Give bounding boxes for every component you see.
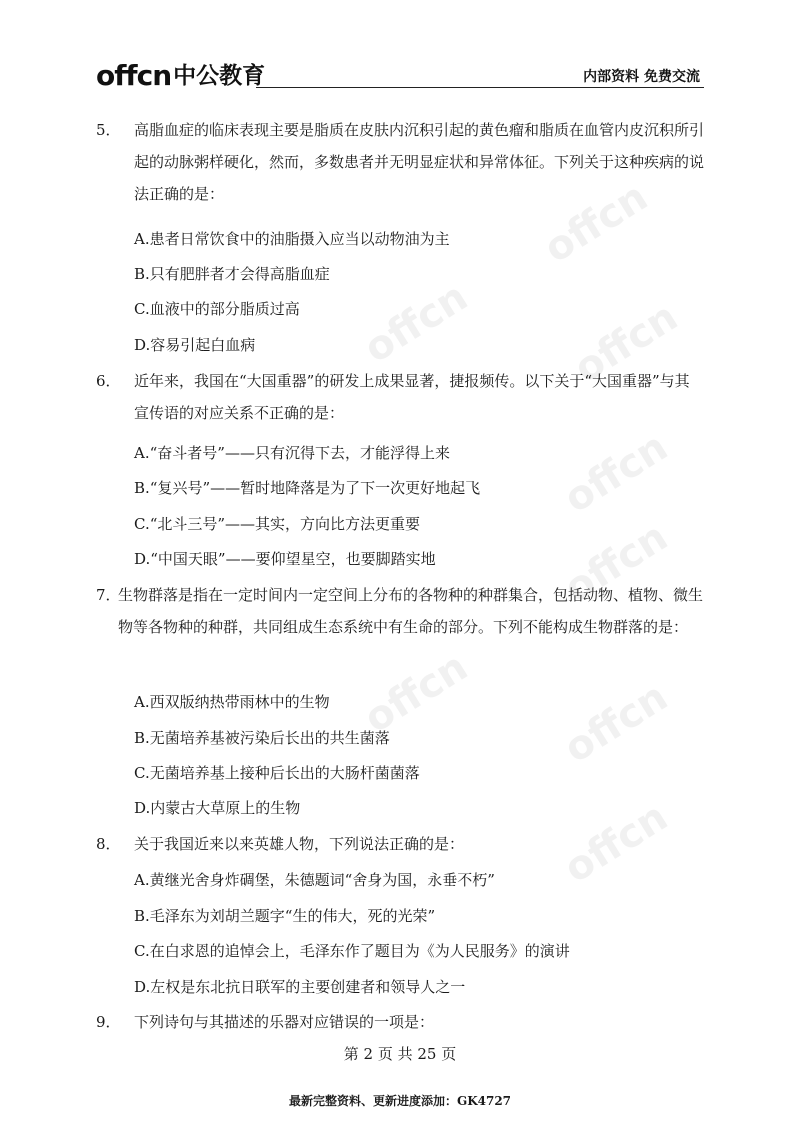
brand-logo-en: offcn [96, 59, 172, 92]
question-stem: 生物群落是指在一定时间内一定空间上分布的各物种的种群集合，包括动物、植物、微生物等各物种的种群，共同组成生态系统中有生命的部分。下列不能构成生物群落的是： [118, 586, 704, 636]
question-stem: 近年来，我国在“大国重器”的研发上成果显著，捷报频传。以下关于“大国重器”与其宣传语的对应关系不正确的是： [134, 372, 690, 422]
question-number: 6． [96, 372, 121, 390]
watermark-logo: offcn [356, 273, 476, 373]
question-6 [96, 365, 704, 429]
watermark-logo: offcn [556, 793, 676, 893]
question-8 [96, 828, 704, 860]
watermark-logo: offcn [566, 293, 686, 393]
option-b: B.“复兴号”——暂时地降落是为了下一次更好地起飞 [134, 479, 481, 497]
watermark-logo: offcn [556, 673, 676, 773]
option-a: A.“奋斗者号”——只有沉得下去，才能浮得上来 [134, 444, 450, 462]
watermark-logo: offcn [556, 423, 676, 523]
watermark-logo: offcn [356, 643, 476, 743]
option-d: D.内蒙古大草原上的生物 [134, 799, 301, 817]
question-stem: 下列诗句与其描述的乐器对应错误的一项是： [134, 1013, 435, 1031]
page-number: 第 2 页 共 25 页 [343, 1045, 457, 1063]
header-tag: 内部资料 免费交流 [583, 69, 700, 85]
option-c: C.在白求恩的追悼会上，毛泽东作了题目为《为人民服务》的演讲 [134, 942, 570, 960]
question-number: 8． [96, 835, 121, 853]
option-c: C.“北斗三号”——其实，方向比方法更重要 [134, 515, 421, 533]
question-stem: 高脂血症的临床表现主要是脂质在皮肤内沉积引起的黄色瘤和脂质在血管内皮沉积所引起的动脉粥样硬化，然而，多数患者并无明显症状和异常体征。下列关于这种疾病的说法正确的是： [134, 121, 705, 203]
question-9 [96, 1006, 704, 1038]
watermark-logo: offcn [556, 513, 676, 613]
option-a: A.黄继光舍身炸碉堡，朱德题词“舍身为国，永垂不朽” [134, 871, 495, 889]
option-b: B.无菌培养基被污染后长出的共生菌落 [134, 729, 390, 747]
footer-note: 最新完整资料、更新进度添加：GK4727 [288, 1094, 512, 1108]
question-number: 9． [96, 1013, 121, 1031]
option-d: D.左权是东北抗日联军的主要创建者和领导人之一 [134, 978, 466, 996]
option-c: C.血液中的部分脂质过高 [134, 300, 300, 318]
question-stem: 关于我国近来以来英雄人物，下列说法正确的是： [134, 835, 465, 853]
question-number: 5． [96, 121, 121, 139]
watermark-logo: offcn [536, 173, 656, 273]
option-d: D.“中国天眼”——要仰望星空，也要脚踏实地 [134, 550, 436, 568]
option-d: D.容易引起白血病 [134, 336, 256, 354]
question-5 [96, 114, 704, 210]
option-a: A.患者日常饮食中的油脂摄入应当以动物油为主 [134, 230, 450, 248]
brand-logo-cn: 中公教育 [173, 63, 266, 89]
question-7 [96, 579, 704, 643]
option-b: B.只有肥胖者才会得高脂血症 [134, 265, 330, 283]
option-c: C.无菌培养基上接种后长出的大肠杆菌菌落 [134, 764, 420, 782]
option-b: B.毛泽东为刘胡兰题字“生的伟大，死的光荣” [134, 907, 436, 925]
question-number: 7． [96, 586, 121, 604]
option-a: A.西双版纳热带雨林中的生物 [134, 693, 330, 711]
